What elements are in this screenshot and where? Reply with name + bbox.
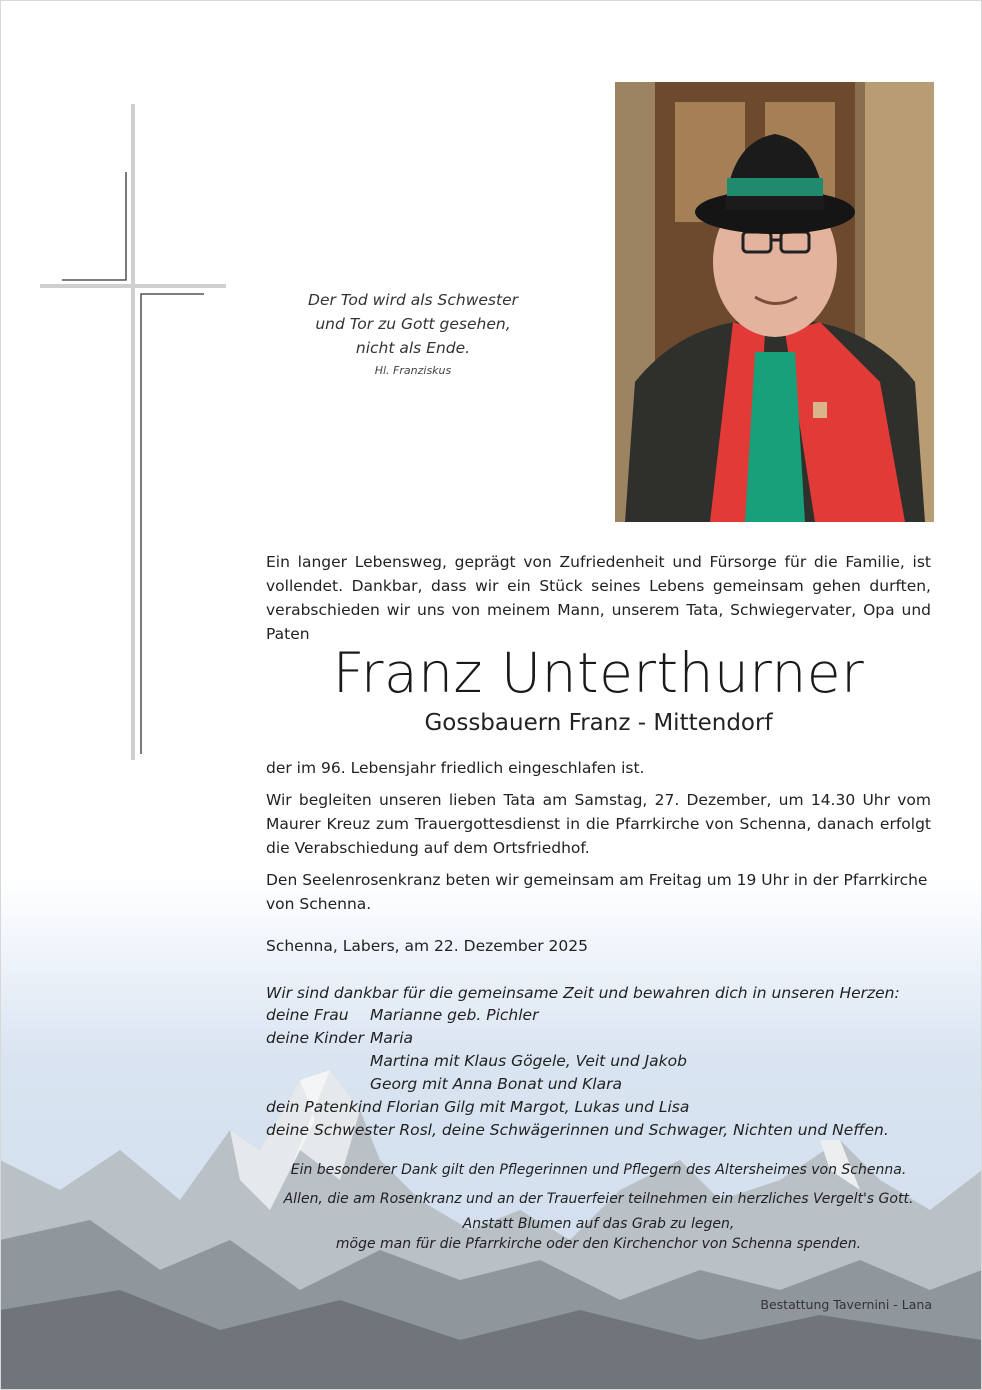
portrait-photo: [615, 82, 934, 522]
place-date: Schenna, Labers, am 22. Dezember 2025: [266, 937, 588, 955]
cross-icon: [40, 104, 230, 764]
flowers-line: möge man für die Pfarrkirche oder den Kirchenchor von Schenna spenden.: [335, 1236, 862, 1252]
child-name: Maria: [370, 1029, 414, 1047]
quote: [300, 288, 526, 360]
quote-line: und Tor zu Gott gesehen,: [315, 315, 511, 333]
intro-text: Ein langer Lebensweg, geprägt von Zufriedenheit und Fürsorge für die Familie, ist vollendet. Dankbar, dass wir ein Stück seines Lebens gemeinsam gehen durften, verabschieden wir uns von meinem Mann, unserem Tata, Schwiegervater, Opa und Paten: [266, 553, 931, 643]
sister-line: deine Schwester Rosl, deine Schwägerinnen und Schwager, Nichten und Neffen.: [266, 1121, 889, 1139]
funeral-text: Wir begleiten unseren lieben Tata am Samstag, 27. Dezember, um 14.30 Uhr vom Maurer Kreuz zum Trauergottesdienst in die Pfarrkirche von Schenna, danach erfolgt die Verabschiedung auf dem Ortsfriedhof.: [266, 791, 931, 857]
wife-name: Marianne geb. Pichler: [370, 1006, 539, 1024]
portrait-illustration: [615, 82, 934, 522]
quote-line: Der Tod wird als Schwester: [308, 291, 518, 309]
mourners-intro: Wir sind dankbar für die gemeinsame Zeit und bewahren dich in unseren Herzen:: [266, 984, 900, 1002]
godchild-line: dein Patenkind Florian Gilg mit Margot, Lukas und Lisa: [266, 1098, 690, 1116]
children-label: deine Kinder: [266, 1029, 365, 1047]
deceased-name: Franz Unterthurner: [332, 641, 865, 705]
quote-line: nicht als Ende.: [355, 339, 471, 357]
thanks-line: Ein besonderer Dank gilt den Pflegerinnen und Pflegern des Altersheimes von Schenna.: [290, 1162, 907, 1178]
quote-author: Hl. Franziskus: [374, 364, 452, 377]
undertaker: Bestattung Tavernini - Lana: [760, 1297, 932, 1312]
rosary-text: Den Seelenrosenkranz beten wir gemeinsam am Freitag um 19 Uhr in der Pfarrkirche von Schenna.: [266, 871, 928, 913]
deceased-nickname: Gossbauern Franz - Mittendorf: [424, 710, 773, 736]
child-name: Georg mit Anna Bonat und Klara: [370, 1075, 622, 1093]
thanks-line: Allen, die am Rosenkranz und an der Trauerfeier teilnehmen ein herzliches Vergelt's Gott.: [283, 1191, 914, 1207]
flowers-line: Anstatt Blumen auf das Grab zu legen,: [462, 1216, 735, 1232]
age-line: der im 96. Lebensjahr friedlich eingeschlafen ist.: [266, 759, 645, 777]
wife-label: deine Frau: [266, 1006, 349, 1024]
child-name: Martina mit Klaus Gögele, Veit und Jakob: [370, 1052, 687, 1070]
